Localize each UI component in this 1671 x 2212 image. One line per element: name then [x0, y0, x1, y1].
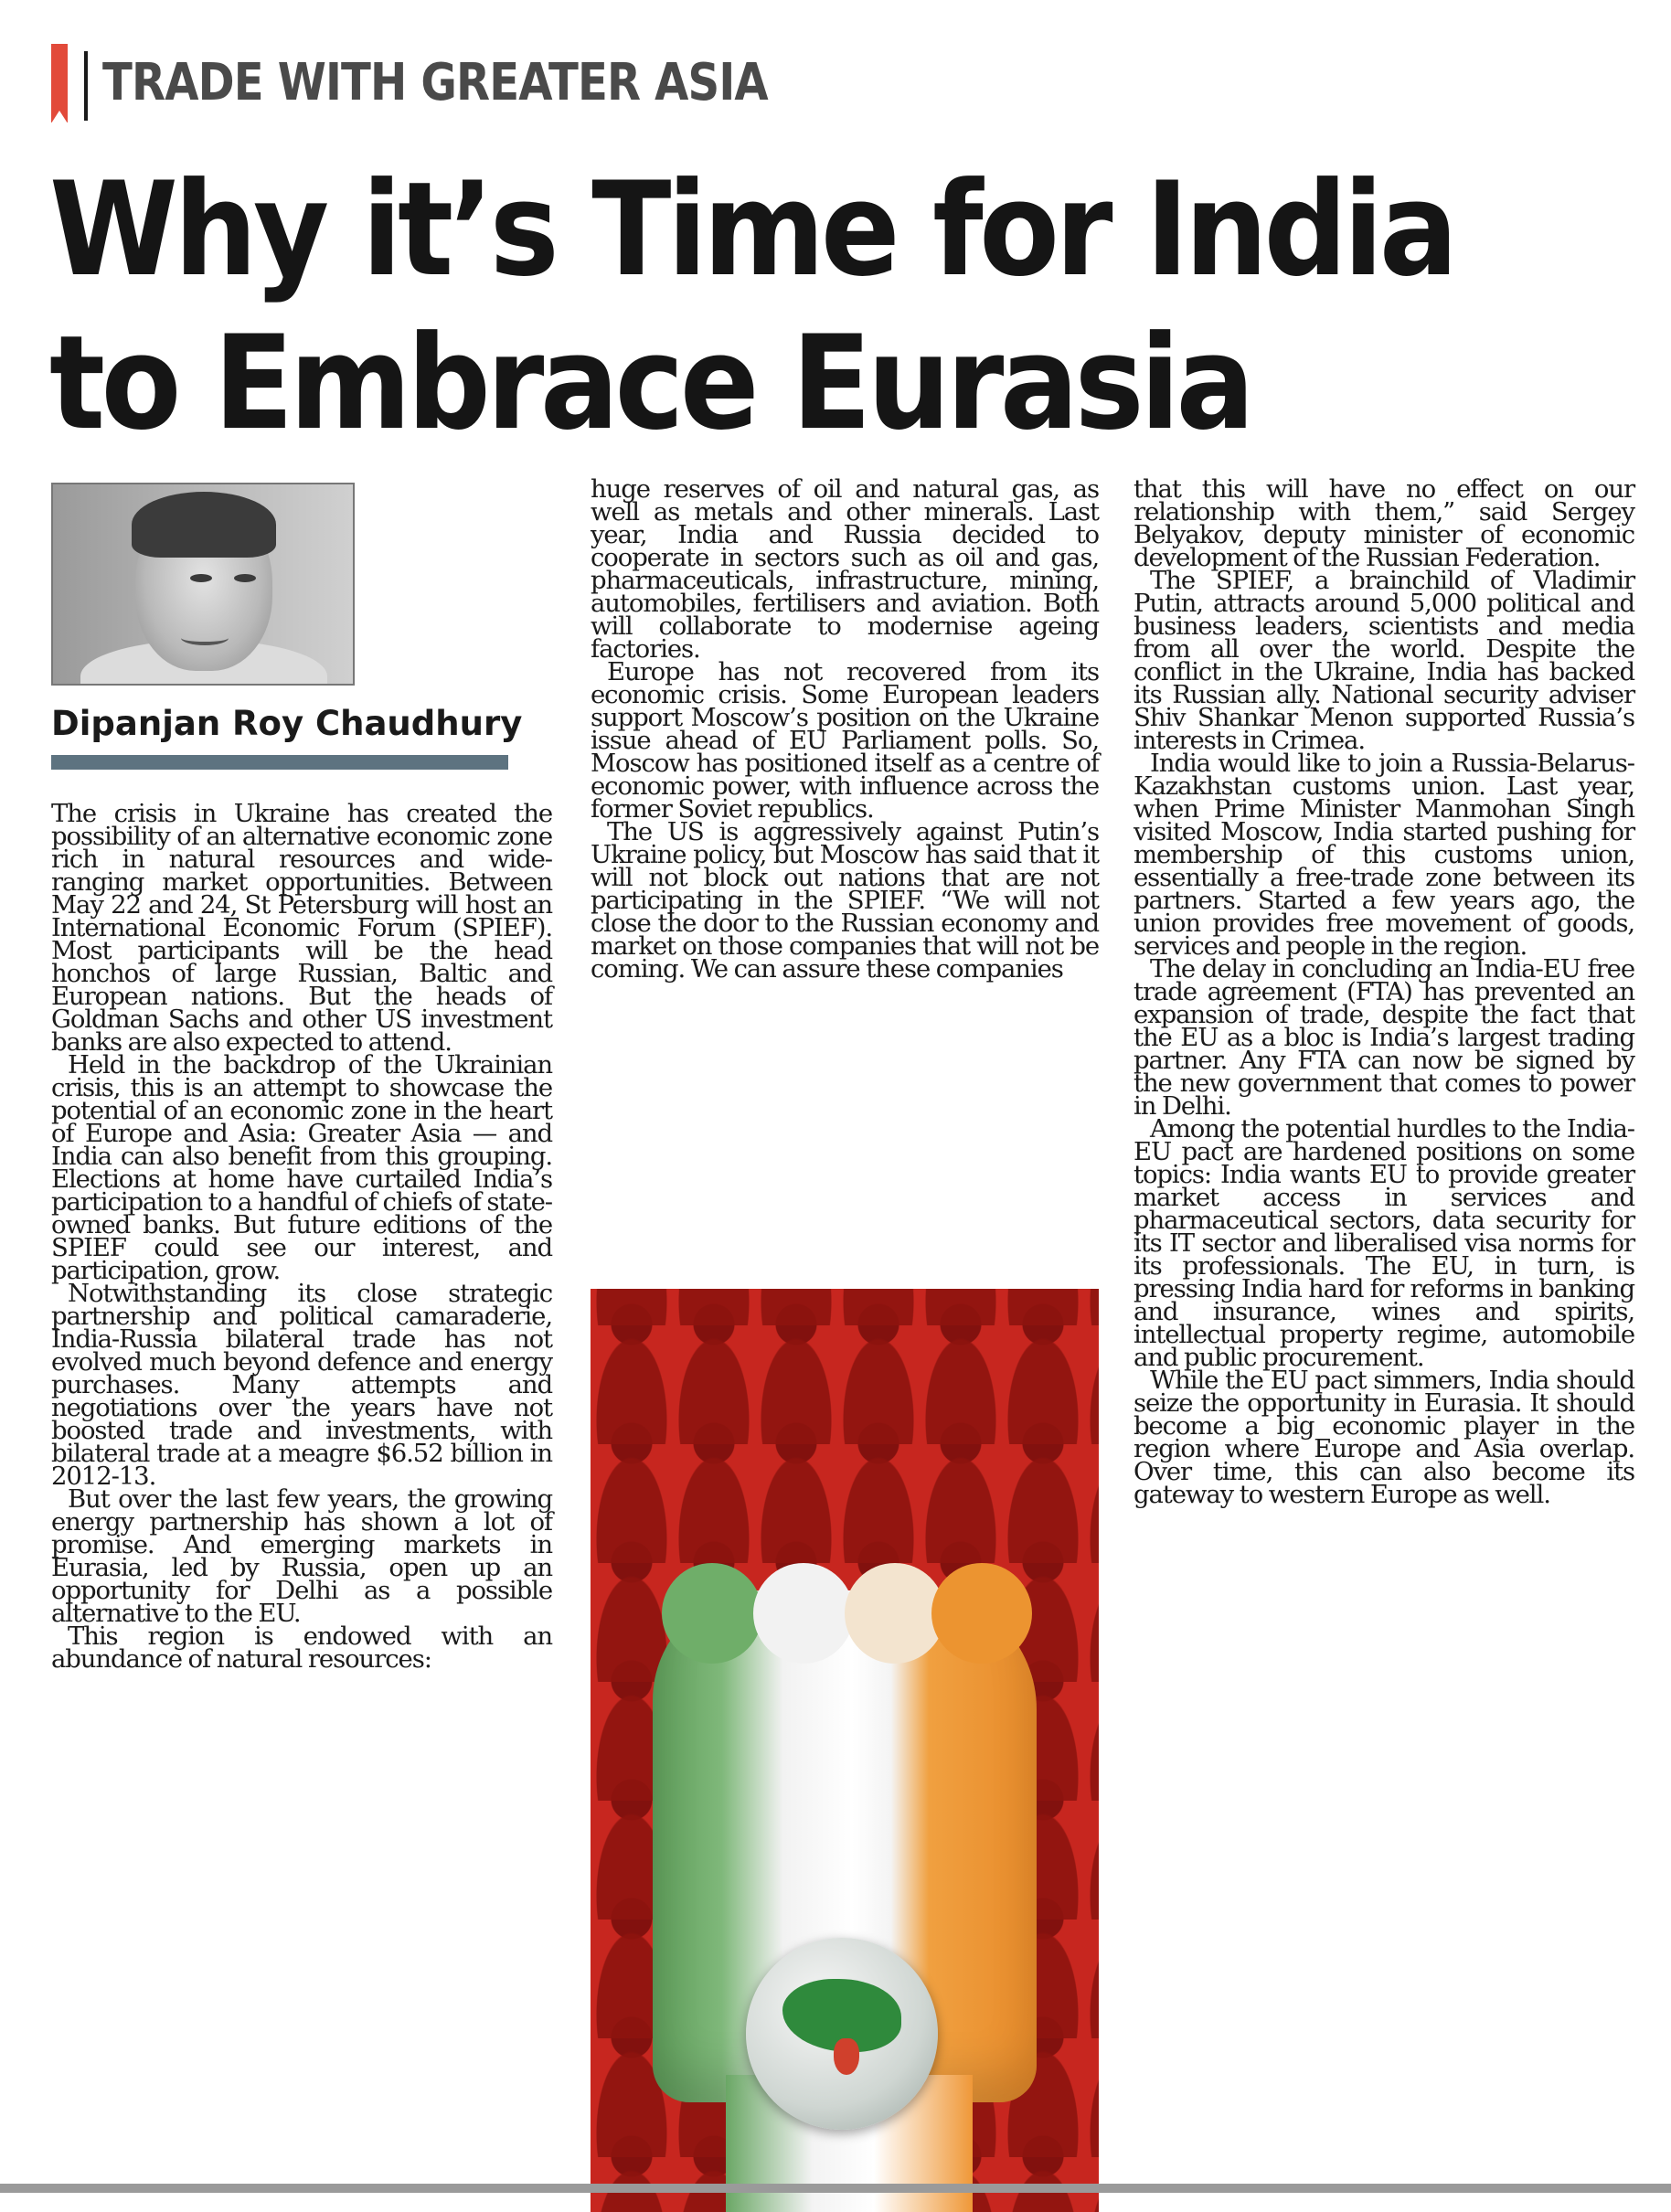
author-byline: Dipanjan Roy Chaudhury [51, 704, 523, 743]
section-kicker: TRADE WITH GREATER ASIA [102, 53, 768, 112]
paragraph: that this will have no effect on our relationship with them,” said Sergey Belyakov, deputy minister of economic development of the Russian Federation. [1134, 474, 1634, 572]
author-photo [51, 483, 355, 686]
kicker-divider [84, 51, 88, 121]
paragraph: India would like to join a Russia-Belarus-Kazakhstan customs union. Last year, when Prime Minister Manmohan Singh visited Moscow, India started pushing for membership of this customs union, essentially a free-trade zone between its partners. Started a few years ago, the union provides free movement of goods, services and people in the region. [1134, 749, 1634, 961]
paragraph: But over the last few years, the growing energy partnership has shown a lot of promise. And emerging markets in Eurasia, led by Russia, open up an opportunity for Delhi as a possible alternative to the EU. [51, 1484, 552, 1628]
paragraph: The US is aggressively against Putin’s Ukraine policy, but Moscow has said that it will not block out nations that are not participating in the SPIEF. “We will not close the door to the Russian economy and market on those companies that will not be coming. We can assure these companies [591, 817, 1099, 984]
paragraph: Among the potential hurdles to the India-EU pact are hardened positions on some topics: India wants EU to provide greater market access in services and pharmaceutical sectors, data security for its IT sector and liberalised visa norms for its professionals. The EU, in turn, is pressing India hard for reforms in banking and insurance, wines and spirits, intellectual property regime, automobile and public procurement. [1134, 1114, 1634, 1372]
article-headline [49, 154, 1481, 461]
paragraph: huge reserves of oil and natural gas, as well as metals and other minerals. Last year, India and Russia decided to cooperate in sectors such as oil and gas, pharmaceuticals, infrastructure, mining, automobiles, fertilisers and aviation. Both will collaborate to modernise ageing factories. [591, 474, 1099, 664]
paragraph: The SPIEF, a brainchild of Vladimir Putin, attracts around 5,000 political and business leaders, scientists and media from all over the world. Despite the conflict in the Ukraine, India has backed its Russian ally. National security adviser Shiv Shankar Menon supported Russia’s interests in Crimea. [1134, 566, 1634, 755]
byline-rule [51, 755, 508, 770]
article-column-2 [591, 474, 1099, 984]
headline-line-2: to Embrace Eurasia [49, 308, 1251, 459]
article-column-3 [1134, 474, 1634, 1509]
paragraph: While the EU pact simmers, India should seize the opportunity in Eurasia. It should become a big economic player in the region where Europe and Asia overlap. Over time, this can also become its gateway to western Europe as well. [1134, 1366, 1634, 1509]
paragraph: This region is endowed with an abundance of natural resources: [51, 1622, 552, 1674]
paragraph: The delay in concluding an India-EU free trade agreement (FTA) has prevented an expansion of trade, despite the fact that the EU as a bloc is India’s largest trading partner. Any FTA can now be signed by the new government that comes to power in Delhi. [1134, 954, 1634, 1121]
paragraph: Notwithstanding its close strategic partnership and political camaraderie, India-Russia bilateral trade has not evolved much beyond defence and energy purchases. Many attempts and negotiations over the years have not boosted trade and investments, with bilateral trade at a meagre $6.52 billion in 2012-13. [51, 1279, 552, 1491]
kicker-accent-flag [51, 44, 68, 122]
paragraph: Europe has not recovered from its economic crisis. Some European leaders support Moscow’s position on the Ukraine issue ahead of EU Parliament polls. So, Moscow has positioned itself as a centre of economic power, with influence across the former Soviet republics. [591, 657, 1099, 824]
paragraph: The crisis in Ukraine has created the possibility of an alternative economic zone rich in natural resources and wide-ranging market opportunities. Between May 22 and 24, St Petersburg will host an International Economic Forum (SPIEF). Most participants will be the head honchos of large Russian, Baltic and European nations. But the heads of Goldman Sachs and other US investment banks are also expected to attend. [51, 799, 552, 1057]
page-bottom-rule [0, 2184, 1671, 2193]
headline-line-1: Why it’s Time for India [49, 154, 1454, 305]
article-column-1 [51, 799, 552, 1674]
globe-icon [746, 1938, 938, 2130]
paragraph: Held in the backdrop of the Ukrainian crisis, this is an attempt to showcase the potential of an economic zone in the heart of Europe and Asia: Greater Asia — and India can also benefit from this grouping. Elections at home have curtailed India’s participation to a handful of chiefs of state-owned banks. But future editions of the SPIEF could see our interest, and participation, grow. [51, 1050, 552, 1285]
raised-fist-illustration [591, 1289, 1099, 2212]
